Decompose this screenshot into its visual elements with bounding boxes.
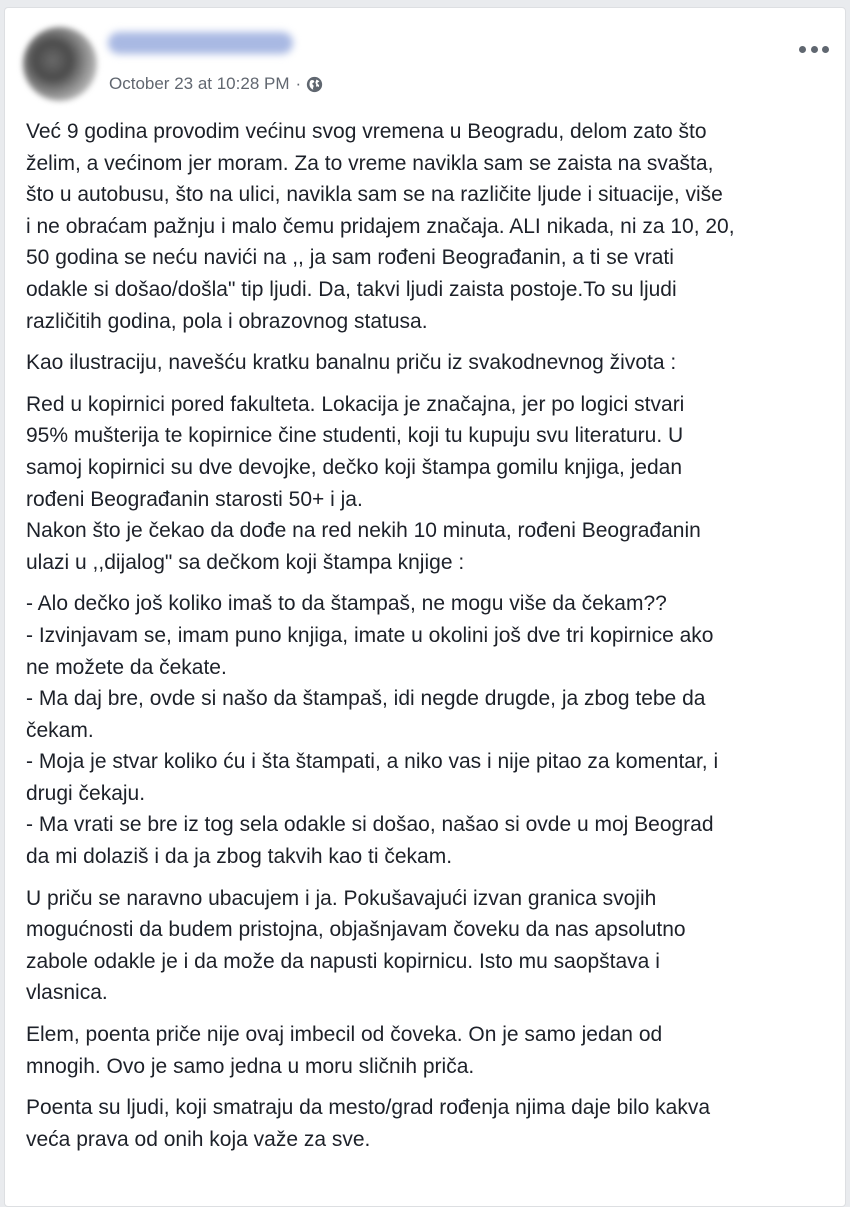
post-paragraph [26, 116, 836, 337]
more-options-icon-dot [811, 46, 818, 53]
text-line: čekam. [26, 718, 94, 742]
text-line: Nakon što je čekao da dođe na red nekih 10 minuta, rođeni Beograđanin [26, 519, 701, 543]
text-line: ne možete da čekate. [26, 655, 227, 679]
text-line: Već 9 godina provodim većinu svog vremena u Beogradu, delom zato što [26, 120, 707, 143]
text-line: želim, a većinom jer moram. Za to vreme navikla sam se zaista na svašta, [26, 151, 714, 175]
text-line: 95% mušterija te kopirnice čine studenti, koji tu kupuju svu literaturu. U [26, 424, 684, 448]
text-line: mogućnosti da budem pristojna, objašnjavam čoveku da nas apsolutno [26, 918, 686, 942]
text-line: Elem, poenta priče nije ovaj imbecil od čoveka. On je samo jedan od [26, 1023, 663, 1047]
text-line: - Moja je stvar koliko ću i šta štampati, a niko vas i nije pitao za komentar, i [26, 750, 719, 774]
post-meta [109, 74, 323, 94]
text-line: ulazi u ,,dijalog" sa dečkom koji štampa knjige : [26, 550, 465, 574]
post-paragraph [26, 347, 836, 379]
text-line: Poenta su ljudi, koji smatraju da mesto/grad rođenja njima daje bilo kakva [26, 1096, 711, 1120]
text-line: Kao ilustraciju, navešću kratku banalnu priču iz svakodnevnog života : [26, 351, 677, 375]
post-paragraph [26, 389, 836, 579]
post-paragraph-dialogue [26, 588, 836, 872]
text-line: rođeni Beograđanin starosti 50+ i ja. [26, 487, 363, 511]
text-line: vlasnica. [26, 981, 108, 1005]
text-line: U priču se naravno ubacujem i ja. Pokušavajući izvan granica svojih [26, 886, 657, 910]
post-body [26, 116, 836, 1165]
author-avatar[interactable] [23, 27, 97, 101]
meta-separator: · [295, 74, 302, 93]
text-line: i ne obraćam pažnju i malo čemu pridajem značaja. ALI nikada, ni za 10, 20, [26, 214, 735, 238]
post-timestamp-link[interactable]: October 23 at 10:28 PM [109, 74, 290, 93]
author-name-link[interactable] [108, 32, 293, 54]
text-line: - Alo dečko još koliko imaš to da štampaš, ne mogu više da čekam?? [26, 592, 667, 616]
text-line: što u autobusu, što na ulici, navikla sam se na različite ljude i situacije, više [26, 183, 723, 207]
post-card [4, 7, 846, 1207]
text-line: mnogih. Ovo je samo jedna u moru sličnih priča. [26, 1054, 475, 1078]
more-options-icon [799, 46, 806, 53]
more-options-icon-dot [822, 46, 829, 53]
text-line: različitih godina, pola i obrazovnog statusa. [26, 309, 428, 333]
text-line: 50 godina se neću navići na ,, ja sam rođeni Beograđanin, a ti se vrati [26, 246, 674, 270]
post-paragraph [26, 883, 836, 1009]
text-line: - Ma vrati se bre iz tog sela odakle si došao, našao si ovde u moj Beograd [26, 813, 714, 837]
text-line: - Ma daj bre, ovde si našo da štampaš, idi negde drugde, ja zbog tebe da [26, 687, 706, 711]
text-line: Red u kopirnici pored fakulteta. Lokacija je značajna, jer po logici stvari [26, 392, 685, 416]
text-line: da mi dolaziš i da ja zbog takvih kao ti čekam. [26, 845, 453, 869]
text-line: veća prava od onih koja važe za sve. [26, 1127, 371, 1151]
post-paragraph [26, 1019, 836, 1082]
post-paragraph [26, 1092, 836, 1155]
text-line: - Izvinjavam se, imam puno knjiga, imate u okolini još dve tri kopirnice ako [26, 623, 714, 647]
globe-icon[interactable] [306, 76, 323, 93]
text-line: samoj kopirnici su dve devojke, dečko koji štampa gomilu knjiga, jedan [26, 455, 683, 479]
text-line: zabole odakle je i da može da napusti kopirnicu. Isto mu saopštava i [26, 949, 660, 973]
post-header [5, 8, 845, 108]
more-options-button[interactable] [799, 41, 829, 57]
text-line: odakle si došao/došla" tip ljudi. Da, takvi ljudi zaista postoje.To su ljudi [26, 277, 677, 301]
text-line: drugi čekaju. [26, 781, 146, 805]
